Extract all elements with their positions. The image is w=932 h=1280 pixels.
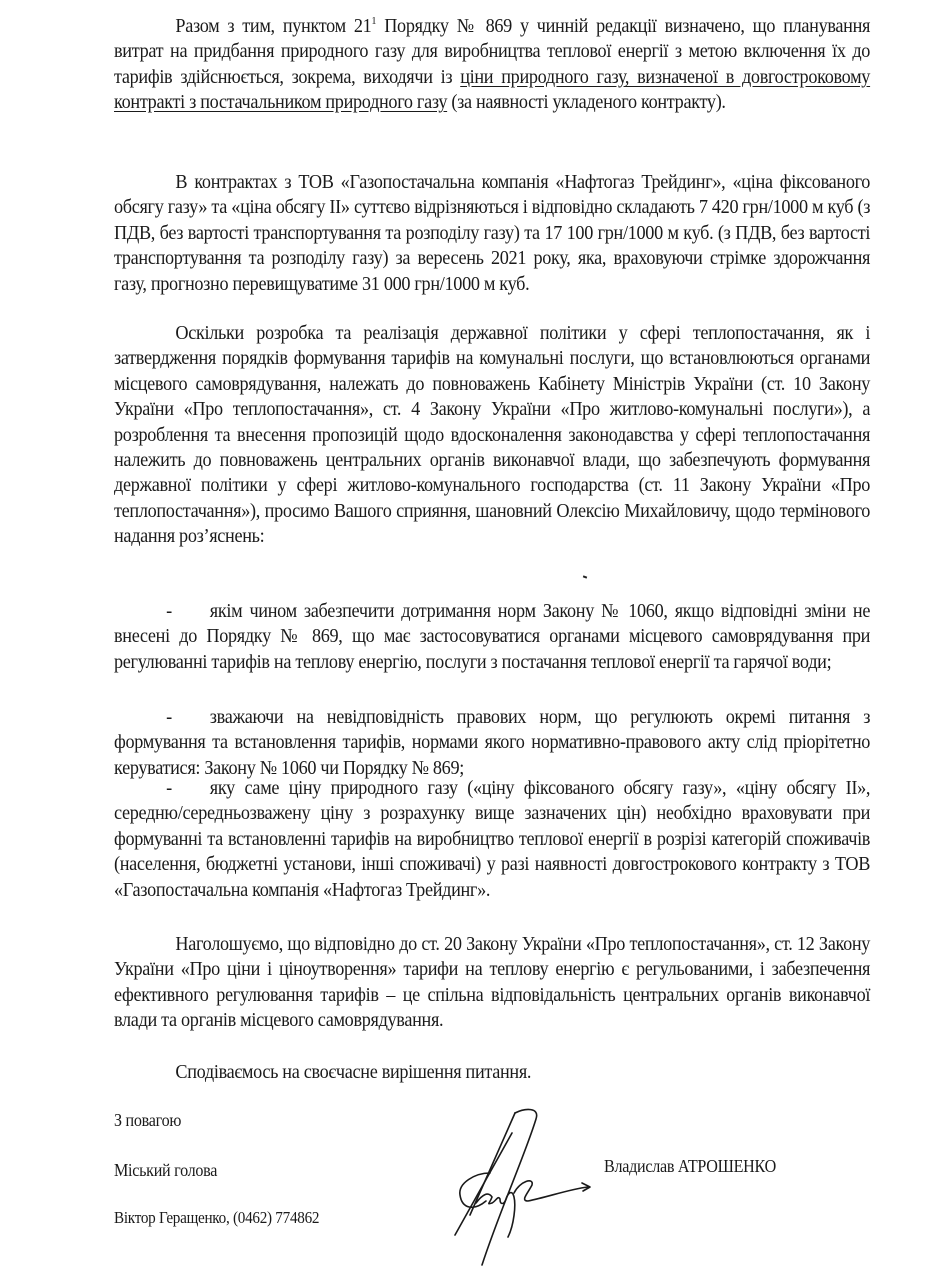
signature-stroke	[470, 1113, 515, 1215]
list-item-text: зважаючи на невідповідність правових норм, що регулюють окремі питання з формування та встановлення тарифів, нормами якого нормативно-правового акту слід пріорітетно керуватися: Закону № 1060 чи Порядку № 869;	[114, 707, 871, 779]
list-dash: -	[166, 601, 172, 622]
list-dash: -	[166, 778, 172, 799]
scan-speck	[583, 575, 587, 578]
superscript: 1	[371, 15, 377, 27]
list-item	[114, 705, 870, 781]
paragraph-hope	[114, 1060, 870, 1085]
underlined-text: ціни природного газу, визначеної в довгостроковому контракті з постачальником природного газу	[114, 66, 871, 114]
paragraph-text: Сподіваємось на своєчасне вирішення питання.	[175, 1062, 532, 1083]
paragraph-text: (за наявності укладеного контракту).	[447, 92, 726, 114]
list-item-text: яку саме ціну природного газу («ціну фіксованого обсягу газу», «ціну обсягу ІІ», середню/середньозважену ціну з розрахунку вище зазначених цін) необхідно враховувати при формуванні та встановленні тарифів на виробництво теплової енергії в розрізі категорій споживачів (населення, бюджетні установи, інші споживачі) у разі наявності довгострокового контракту з ТОВ «Газопостачальна компанія «Нафтогаз Трейдинг».	[114, 778, 871, 901]
paragraph-request	[114, 321, 870, 550]
paragraph-text: В контрактах з ТОВ «Газопостачальна компанія «Нафтогаз Трейдинг», «ціна фіксованого обсягу газу» та «ціна обсягу ІІ» суттєво відрізняються і відповідно складають 7 420 грн/1000 м куб (з ПДВ, без вартості транспортування та розподілу газу) та 17 100 грн/1000 м куб. (з ПДВ, без вартості транспортування та розподілу газу) за вересень 2021 року, яка, враховуючи стрімке здорожчання газу, прогнозно перевищуватиме 31 000 грн/1000 м куб.	[114, 172, 871, 295]
handwritten-signature	[430, 1105, 610, 1270]
regards-text: З повагою	[114, 1110, 182, 1130]
paragraph-gas-price-planning	[114, 14, 870, 116]
signature-strokes	[455, 1109, 590, 1265]
paragraph-text: Наголошуємо, що відповідно до ст. 20 Закону України «Про теплопостачання», ст. 12 Закону України «Про ціни і ціноутворення» тарифи на теплову енергію є регульованими, і забезпечення ефективного регулювання тарифів – це спільна відповідальність центральних органів виконавчої влади та органів місцевого самоврядування.	[114, 934, 871, 1032]
signature-stroke	[514, 1181, 588, 1201]
paragraph-contract-prices	[114, 170, 870, 297]
paragraph-text: Разом з тим, пунктом 21	[175, 16, 372, 37]
paragraph-text: Порядку № 869 у чинній редакції визначено, що планування витрат на придбання природного газу для виробництва теплової енергії з метою включення їх до тарифів здійснюється, зокрема, виходячи із	[114, 16, 871, 88]
signature-stroke	[476, 1193, 515, 1237]
contact-line: Віктор Геращенко, (0462) 774862	[114, 1208, 320, 1227]
list-item	[114, 599, 870, 675]
signatory-position: Міський голова	[114, 1160, 218, 1180]
paragraph-text: Оскільки розробка та реалізація державної політики у сфері теплопостачання, як і затвердження порядків формування тарифів на комунальні послуги, що встановлюються органами місцевого самоврядування, належать до повноважень Кабінету Міністрів України (ст. 10 Закону України «Про теплопостачання», ст. 4 Закону України «Про житлово-комунальні послуги»), а розроблення та внесення пропозицій щодо вдосконалення законодавства у сфері теплопостачання належить до повноважень центральних органів виконавчої влади, що забезпечують формування державної політики у сфері житлово-комунального господарства (ст. 11 Закону України «Про теплопостачання»), просимо Вашого сприяння, шановний Олексію Михайловичу, щодо термінового надання роз’яснень:	[114, 323, 871, 548]
list-dash: -	[166, 707, 172, 728]
signatory-name: Владислав АТРОШЕНКО	[604, 1156, 776, 1176]
signature-stroke	[482, 1109, 537, 1265]
paragraph-emphasis	[114, 932, 870, 1034]
list-item	[114, 776, 870, 903]
list-item-text: якім чином забезпечити дотримання норм Закону № 1060, якщо відповідні зміни не внесені до Порядку № 869, що має застосовуватися органами місцевого самоврядування при регулюванні тарифів на теплову енергію, послуги з постачання теплової енергії та гарячої води;	[114, 601, 871, 673]
